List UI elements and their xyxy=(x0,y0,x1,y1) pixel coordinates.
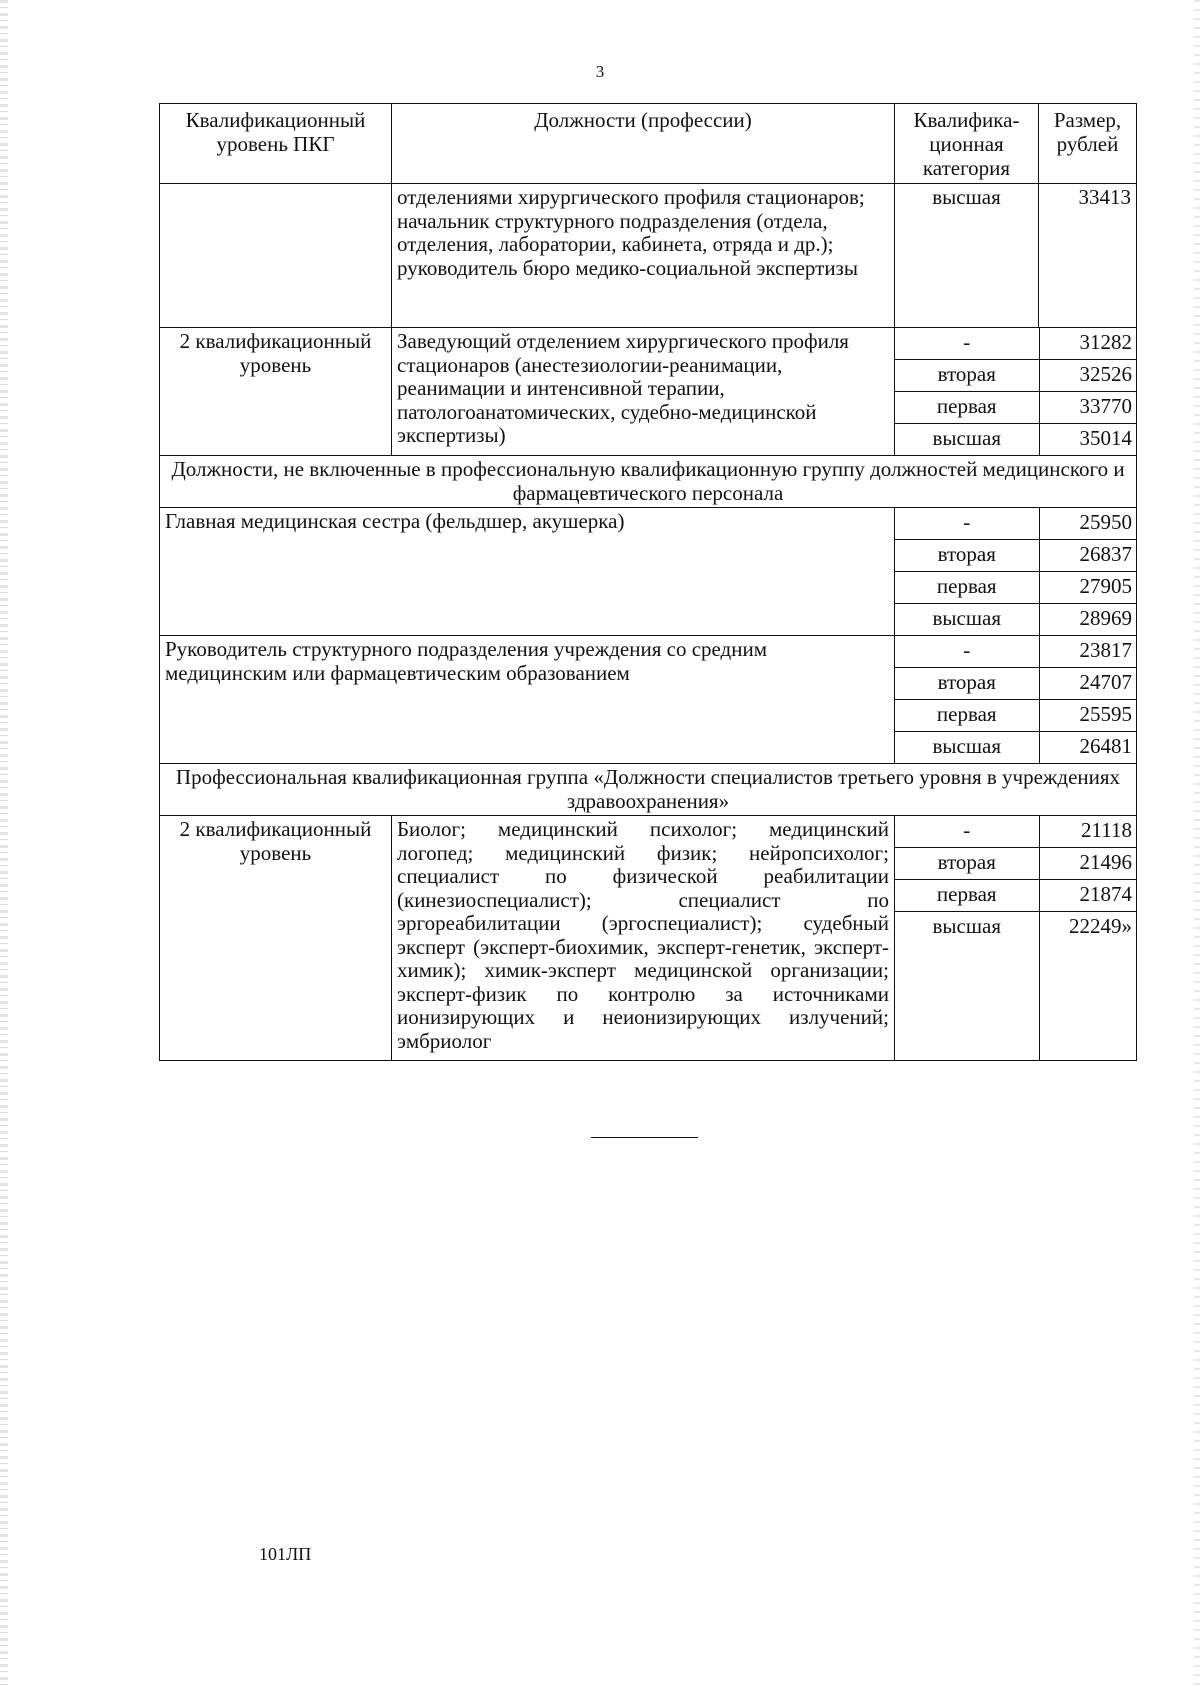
amount-cell: 21874 xyxy=(1039,880,1137,912)
end-separator-line xyxy=(591,1137,698,1138)
positions-cell: Руководитель структурного подразделения учреждения со средним медицинским или фармацевтическим образованием xyxy=(160,636,895,764)
rate-row xyxy=(895,848,1137,880)
category-cell: высшая xyxy=(895,604,1039,636)
rate-row xyxy=(895,328,1137,360)
rate-row xyxy=(895,668,1137,700)
rate-row xyxy=(895,732,1137,764)
amount-cell: 35014 xyxy=(1079,426,1132,450)
scan-edge-left xyxy=(0,0,8,1686)
rates-cell xyxy=(895,508,1137,636)
amount-cell: 32526 xyxy=(1039,360,1137,392)
header-positions: Должности (профессии) xyxy=(392,104,895,184)
rate-row xyxy=(895,540,1137,572)
rate-row xyxy=(895,360,1137,392)
category-cell: первая xyxy=(895,392,1039,424)
category-cell: первая xyxy=(895,700,1039,732)
header-amount: Размер, рублей xyxy=(1039,104,1137,184)
scan-edge-right xyxy=(1194,0,1200,1686)
amount-cell: 31282 xyxy=(1039,328,1137,360)
rates-cell xyxy=(895,636,1137,764)
rate-row xyxy=(895,912,1137,1061)
section-heading: Профессиональная квалификационная группа «Должности специалистов третьего уровня в учреждениях здравоохранения» xyxy=(160,764,1137,816)
table-row xyxy=(160,508,1137,636)
amount-cell: 26837 xyxy=(1039,540,1137,572)
table-row xyxy=(160,816,1137,1061)
positions-cell: Биолог; медицинский психолог; медицинский логопед; медицинский физик; нейропсихолог; специалист по физической реабилитации (кинезиоспециалист); специалист по эргореабилитации (эргоспециалист); судебный эксперт (эксперт-биохимик, эксперт-генетик, эксперт-химик); химик-эксперт медицинской организации; эксперт-физик по контролю за источниками ионизирующих и неионизирующих излучений; эмбриолог xyxy=(392,816,895,1061)
page-number: 3 xyxy=(595,62,605,81)
header-level: Квалификационный уровень ПКГ xyxy=(160,104,392,184)
category-cell: вторая xyxy=(895,540,1039,572)
category-cell: высшая xyxy=(895,912,1039,1061)
amount-cell: 24707 xyxy=(1039,668,1137,700)
table-header-row xyxy=(160,104,1137,184)
salary-table xyxy=(159,103,1137,1061)
level-cell-empty xyxy=(160,184,392,328)
rates-cell xyxy=(895,816,1137,1061)
section-row xyxy=(160,456,1137,508)
table-row xyxy=(160,636,1137,764)
rates-cell xyxy=(895,328,1137,456)
category-cell: - xyxy=(895,636,1039,668)
amount-cell: 23817 xyxy=(1039,636,1137,668)
rate-row xyxy=(895,604,1137,636)
category-cell: вторая xyxy=(895,848,1039,880)
amount-cell: 25595 xyxy=(1039,700,1137,732)
category-cell: высшая xyxy=(895,184,1039,328)
positions-cell: Заведующий отделением хирургического профиля стационаров (анестезиологии-реанимации, реанимации и интенсивной терапии, патологоанатомических, судебно-медицинской экспертизы) xyxy=(392,328,895,456)
rate-row xyxy=(895,880,1137,912)
rate-row xyxy=(895,636,1137,668)
table-row xyxy=(160,184,1137,328)
rates-table xyxy=(895,816,1137,1060)
category-cell: - xyxy=(895,508,1039,540)
amount-cell: 27905 xyxy=(1039,572,1137,604)
category-cell: вторая xyxy=(895,360,1039,392)
level-cell: 2 квалификационный уровень xyxy=(160,816,392,1061)
table-row xyxy=(160,328,1137,456)
rate-row xyxy=(895,816,1137,848)
amount-cell: 33770 xyxy=(1039,392,1137,424)
rate-row xyxy=(895,424,1137,456)
amount-cell: 26481 xyxy=(1079,734,1132,758)
category-cell: - xyxy=(895,816,1039,848)
footer-code: 101ЛП xyxy=(259,1544,312,1564)
rates-table xyxy=(895,508,1137,635)
header-category: Квалифика-ционная категория xyxy=(895,104,1039,184)
category-cell: вторая xyxy=(895,668,1039,700)
category-cell: - xyxy=(895,328,1039,360)
rate-row xyxy=(895,392,1137,424)
rate-row xyxy=(895,572,1137,604)
section-row xyxy=(160,764,1137,816)
positions-cell: отделениями хирургического профиля стационаров; начальник структурного подразделения (отдела, отделения, лаборатории, кабинета, отряда и др.); руководитель бюро медико-социальной экспертизы xyxy=(392,184,895,328)
category-cell: высшая xyxy=(895,732,1039,764)
rate-row xyxy=(895,508,1137,540)
amount-cell: 25950 xyxy=(1039,508,1137,540)
amount-cell: 21118 xyxy=(1039,816,1137,848)
amount-cell: 33413 xyxy=(1039,184,1137,328)
rate-row xyxy=(895,700,1137,732)
positions-cell: Главная медицинская сестра (фельдшер, акушерка) xyxy=(160,508,895,636)
amount-cell: 28969 xyxy=(1079,606,1132,630)
category-cell: первая xyxy=(895,572,1039,604)
amount-cell: 21496 xyxy=(1039,848,1137,880)
amount-cell: 22249» xyxy=(1069,914,1132,938)
rates-table xyxy=(895,636,1137,763)
category-cell: высшая xyxy=(895,424,1039,456)
category-cell: первая xyxy=(895,880,1039,912)
rates-table xyxy=(895,328,1137,455)
level-cell: 2 квалификационный уровень xyxy=(160,328,392,456)
section-heading: Должности, не включенные в профессиональную квалификационную группу должностей медицинского и фармацевтического персонала xyxy=(160,456,1137,508)
